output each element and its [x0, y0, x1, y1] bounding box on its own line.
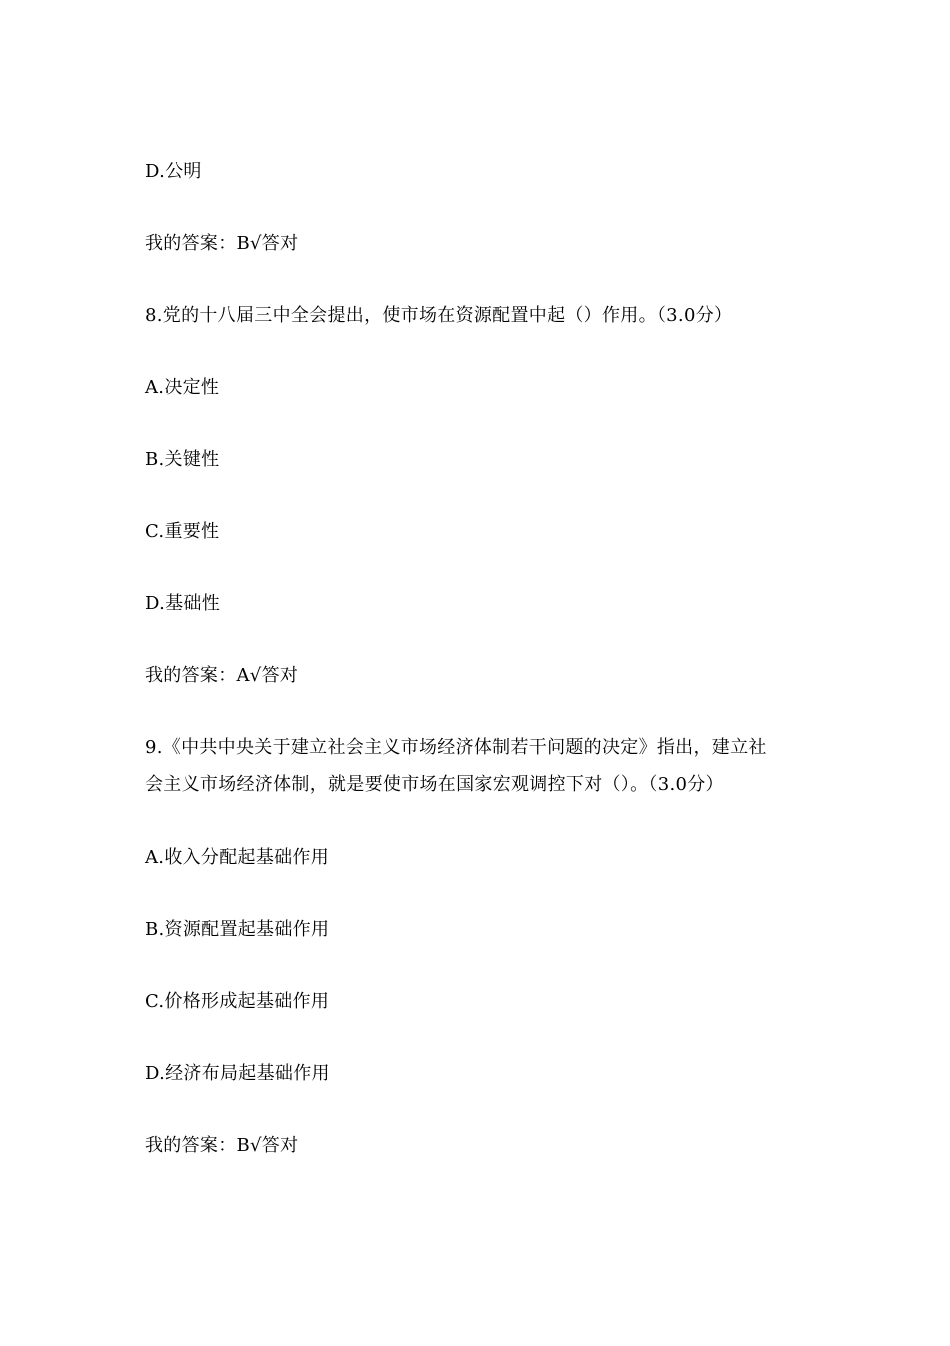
question-9-stem-line-1: 9.《中共中央关于建立社会主义市场经济体制若干问题的决定》指出，建立社: [145, 737, 767, 758]
question-9-option-d: D.经济布局起基础作用: [145, 1063, 330, 1084]
question-8-answer: 我的答案：A√答对: [145, 665, 299, 686]
question-8-option-c: C.重要性: [145, 521, 220, 542]
prev-option-d: D.公明: [145, 161, 202, 182]
question-8-stem: 8.党的十八届三中全会提出，使市场在资源配置中起（）作用。（3.0分）: [145, 305, 733, 326]
question-8-option-b: B.关键性: [145, 449, 220, 470]
question-9-option-a: A.收入分配起基础作用: [145, 847, 330, 868]
question-9-option-b: B.资源配置起基础作用: [145, 919, 330, 940]
question-8-option-d: D.基础性: [145, 593, 221, 614]
prev-answer: 我的答案：B√答对: [145, 233, 299, 254]
question-8-option-a: A.决定性: [145, 377, 220, 398]
question-9-option-c: C.价格形成起基础作用: [145, 991, 330, 1012]
question-9-stem-line-2: 会主义市场经济体制，就是要使市场在国家宏观调控下对（）。（3.0分）: [145, 774, 724, 795]
question-9-answer: 我的答案：B√答对: [145, 1135, 299, 1156]
